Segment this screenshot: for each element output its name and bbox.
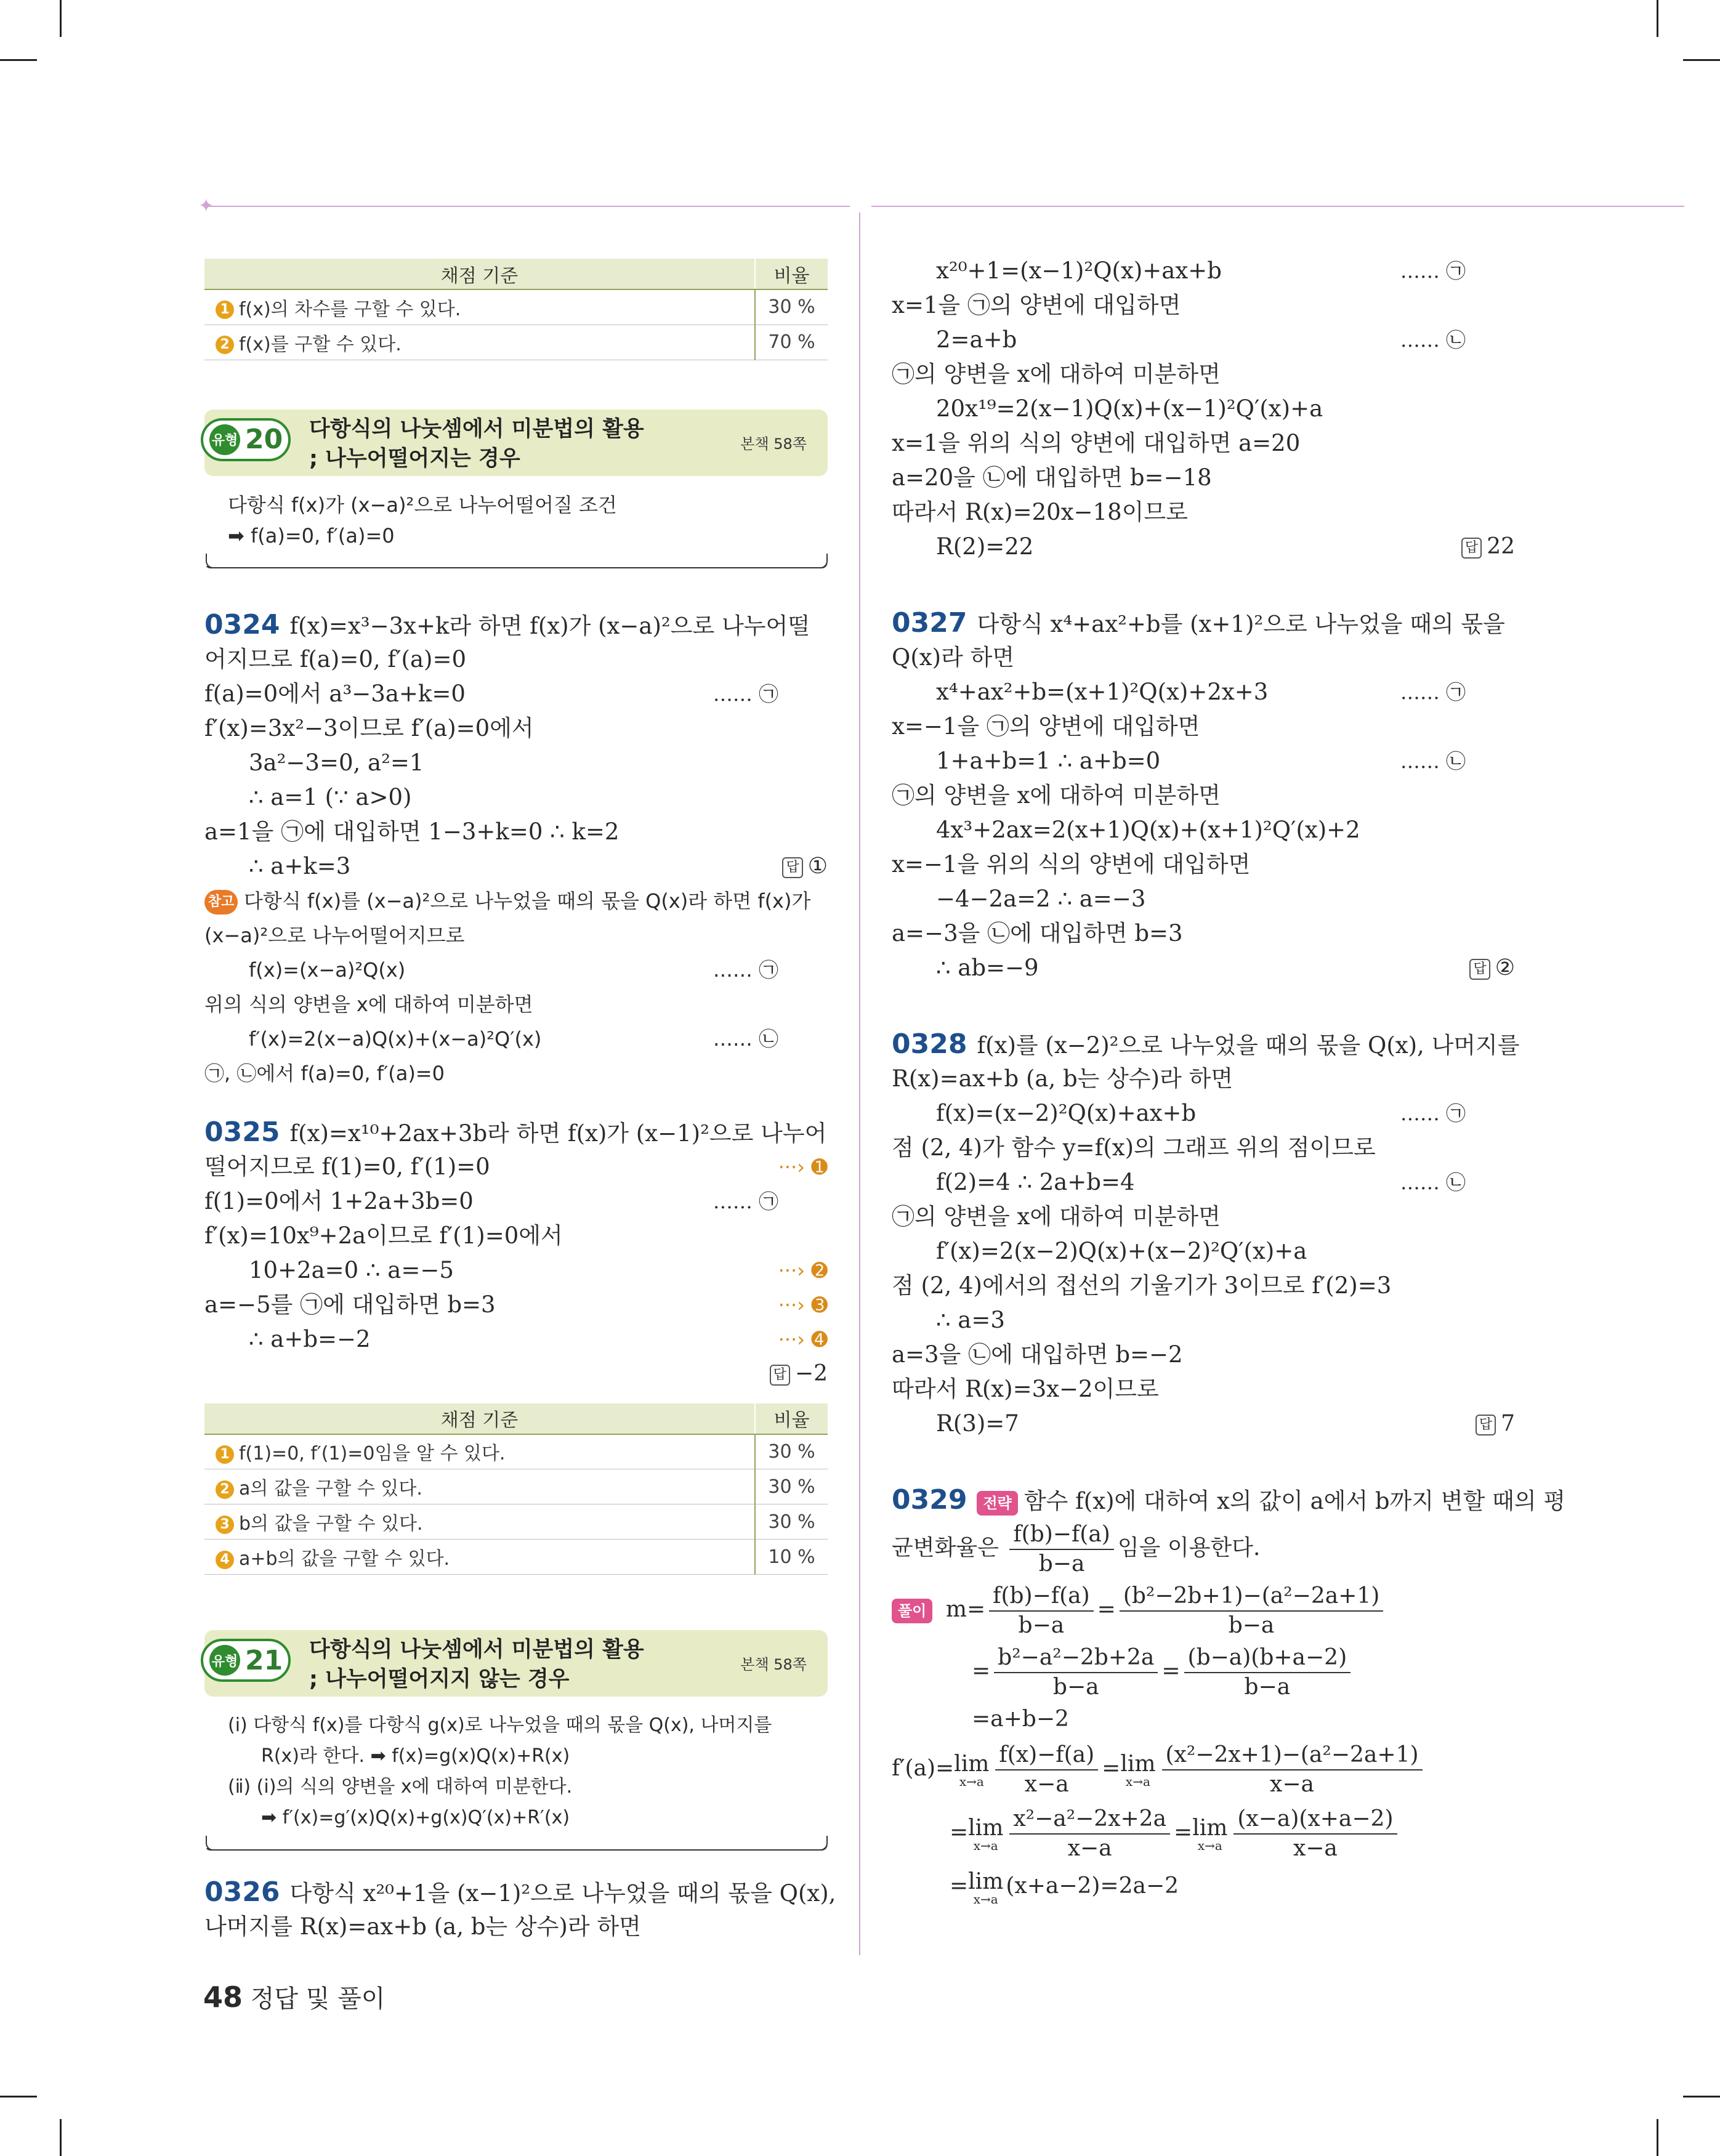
fraction-denominator: b−a bbox=[1018, 1613, 1065, 1638]
grade-criterion: a+b의 값을 구할 수 있다. bbox=[239, 1548, 450, 1570]
step-number-icon: 2 bbox=[216, 1480, 234, 1499]
type-title-line: ; 나누어떨어지는 경우 bbox=[309, 446, 520, 471]
problem-number: 0324 bbox=[204, 608, 280, 640]
type-title-line: 다항식의 나눗셈에서 미분법의 활용 bbox=[309, 416, 644, 442]
step-arrow-icon: ···› bbox=[778, 1293, 805, 1317]
solution-line: ∴ a=3 bbox=[936, 1307, 1005, 1333]
fraction-numerator: f(b)−f(a) bbox=[1009, 1520, 1114, 1550]
grade-header-ratio: 비율 bbox=[755, 1403, 828, 1434]
right-column bbox=[892, 254, 1566, 1908]
limit-subscript: x→a bbox=[959, 1774, 984, 1789]
fraction bbox=[1120, 1582, 1384, 1640]
solution-line: ∴ a+b=−2 bbox=[249, 1325, 371, 1352]
solution-line: ∴ a+k=3 bbox=[249, 852, 351, 879]
step-number-icon: ➊ bbox=[811, 1155, 828, 1179]
grade-criterion: f(x)를 구할 수 있다. bbox=[239, 333, 402, 355]
solution-line: f(a)=0에서 a³−3a+k=0 bbox=[204, 680, 466, 707]
problem-0325 bbox=[204, 1115, 828, 1391]
limit-symbol bbox=[954, 1753, 989, 1787]
type-desc-line: (ⅱ) (ⅰ)의 식의 양변을 x에 대하여 미분한다. bbox=[228, 1776, 573, 1798]
fraction-numerator: (x−a)(x+a−2) bbox=[1233, 1805, 1397, 1835]
grade-criterion: b의 값을 구할 수 있다. bbox=[239, 1513, 423, 1535]
step-number-icon: ➋ bbox=[811, 1258, 828, 1282]
solution-line: f(1)=0에서 1+2a+3b=0 bbox=[204, 1187, 474, 1214]
solution-tag: 풀이 bbox=[892, 1599, 932, 1623]
grade-criterion: f(x)의 차수를 구할 수 있다. bbox=[239, 298, 461, 320]
page-footer bbox=[203, 1979, 385, 2014]
type-number: 20 bbox=[245, 424, 283, 455]
solution-line: x⁴+ax²+b=(x+1)²Q(x)+2x+3 bbox=[936, 679, 1269, 705]
fraction bbox=[1009, 1805, 1170, 1863]
solution-line: 3a²−3=0, a²=1 bbox=[249, 749, 424, 776]
type-badge bbox=[201, 418, 291, 461]
answer-icon: 답 bbox=[1469, 959, 1490, 980]
m-label: m= bbox=[945, 1597, 986, 1622]
answer bbox=[1476, 1407, 1515, 1441]
problem-line: 나머지를 R(x)=ax+b (a, b는 상수)라 하면 bbox=[204, 1913, 641, 1940]
fraction-denominator: b−a bbox=[1038, 1551, 1085, 1577]
solution-line: R(3)=7 bbox=[936, 1410, 1019, 1437]
step-number-icon: 2 bbox=[216, 336, 234, 354]
step-marker bbox=[778, 1288, 828, 1322]
problem-line: 다항식 x²⁰+1을 (x−1)²으로 나누었을 때의 몫을 Q(x), bbox=[289, 1880, 836, 1907]
top-rule bbox=[203, 206, 850, 207]
limit-symbol bbox=[968, 1870, 1003, 1905]
grade-header-ratio: 비율 bbox=[755, 259, 828, 289]
solution-line: Q(x)라 하면 bbox=[892, 644, 1015, 671]
solution-line: a=1을 ㉠에 대입하면 1−3+k=0 ∴ k=2 bbox=[204, 818, 620, 845]
fraction-denominator: b−a bbox=[1052, 1674, 1099, 1700]
fraction bbox=[989, 1582, 1094, 1640]
fraction-numerator: (b²−2b+1)−(a²−2a+1) bbox=[1120, 1582, 1384, 1612]
solution-line: ∴ a=1 (∵ a>0) bbox=[249, 783, 412, 810]
problem-0326 bbox=[204, 1875, 836, 1944]
step-marker bbox=[778, 1150, 828, 1184]
solution-line: 4x³+2ax=2(x+1)Q(x)+(x+1)²Q′(x)+2 bbox=[936, 817, 1360, 843]
solution-f-line-2: =lim x→a $\frac{\text{x²−a²−2x+2a}}{x-a}$ =lim x→a $\frac{(x-a)(x+a-2)}{x-a}$ bbox=[892, 1801, 1515, 1865]
limit-symbol bbox=[1192, 1817, 1227, 1851]
solution-line: f′(x)=2(x−2)Q(x)+(x−2)²Q′(x)+a bbox=[936, 1238, 1307, 1264]
step-arrow-icon: ···› bbox=[778, 1258, 805, 1282]
crop-mark bbox=[0, 59, 37, 61]
strategy-line: 함수 f(x)에 대하여 x의 값이 a에서 b까지 변할 때의 평 bbox=[1024, 1488, 1566, 1514]
solution-line: ㉠의 양변을 x에 대하여 미분하면 bbox=[892, 782, 1221, 809]
type-title-line: ; 나누어떨어지지 않는 경우 bbox=[309, 1667, 570, 1692]
grade-table-2 bbox=[204, 1403, 828, 1575]
answer-icon: 답 bbox=[1476, 1415, 1496, 1435]
fraction bbox=[995, 1741, 1098, 1799]
step-number-icon: ➍ bbox=[811, 1327, 828, 1351]
grade-criterion: f(1)=0, f′(1)=0임을 알 수 있다. bbox=[239, 1443, 506, 1465]
table-row bbox=[204, 325, 828, 360]
bracket-line bbox=[206, 1836, 828, 1851]
crop-mark bbox=[1657, 0, 1658, 37]
answer bbox=[782, 849, 828, 884]
note-line: f′(x)=2(x−a)Q(x)+(x−a)²Q′(x) bbox=[249, 1027, 542, 1051]
answer-value: ② bbox=[1495, 955, 1515, 980]
footer-label: 정답 및 풀이 bbox=[250, 1985, 386, 2013]
equation-marker: …… ㉡ bbox=[1400, 1171, 1466, 1194]
type-20-header bbox=[204, 410, 828, 476]
type-title bbox=[309, 1635, 644, 1694]
solution-line: 2=a+b bbox=[936, 326, 1017, 353]
star-icon: ✦ bbox=[198, 195, 214, 217]
fprime-label: f′(a)= bbox=[892, 1756, 955, 1781]
crop-mark bbox=[60, 0, 62, 37]
fraction-denominator: x−a bbox=[1024, 1772, 1069, 1797]
strategy-text: 균변화율은 bbox=[892, 1535, 999, 1560]
solution-m-line-1: 풀이 m= $\frac{f(b)-f(a)}{b-a}$ = $\frac{\text{(b²−2b+1)−(a²−2a+1)}}{b-a}$ bbox=[892, 1579, 1515, 1641]
answer-value: 7 bbox=[1501, 1411, 1515, 1436]
bracket-line bbox=[206, 554, 828, 568]
fraction-numerator: f(x)−f(a) bbox=[995, 1741, 1098, 1770]
grade-table-1 bbox=[204, 259, 828, 360]
solution-line: ㉠의 양변을 x에 대하여 미분하면 bbox=[892, 1203, 1221, 1230]
solution-line: a=20을 ㉡에 대입하면 b=−18 bbox=[892, 464, 1212, 491]
type-description bbox=[204, 1697, 828, 1851]
table-row bbox=[204, 289, 828, 325]
solution-line: 다항식 x⁴+ax²+b를 (x+1)²으로 나누었을 때의 몫을 bbox=[977, 611, 1505, 637]
equation-marker: …… ㉠ bbox=[713, 958, 778, 982]
solution-line: =a+b−2 bbox=[972, 1706, 1069, 1732]
limit-text: lim bbox=[968, 1869, 1004, 1894]
strategy-text: 임을 이용한다. bbox=[1117, 1535, 1261, 1560]
solution-line: 따라서 R(x)=20x−18이므로 bbox=[892, 499, 1188, 525]
problem-number: 0329 bbox=[892, 1484, 967, 1516]
type-desc-line: 다항식 f(x)가 (x−a)²으로 나누어떨어질 조건 bbox=[228, 493, 617, 517]
solution-line: x²⁰+1=(x−1)²Q(x)+ax+b bbox=[936, 257, 1222, 284]
step-number-icon: 3 bbox=[216, 1516, 234, 1534]
equation-marker: …… ㉡ bbox=[1400, 749, 1466, 773]
note-tag: 참고 bbox=[204, 890, 238, 914]
note-line: (x−a)²으로 나누어떨어지므로 bbox=[204, 923, 465, 947]
solution-line: 1+a+b=1 ∴ a+b=0 bbox=[936, 748, 1161, 774]
answer bbox=[1469, 951, 1515, 985]
grade-ratio: 30 % bbox=[755, 1434, 828, 1469]
type-reference: 본책 58쪽 bbox=[740, 435, 807, 453]
answer-icon: 답 bbox=[1461, 538, 1482, 559]
solution-line: x=−1을 위의 식의 양변에 대입하면 bbox=[892, 851, 1251, 878]
solution-line: f(x)=x³−3x+k라 하면 f(x)가 (x−a)²으로 나누어떨 bbox=[289, 612, 810, 639]
answer-value: 22 bbox=[1487, 534, 1515, 559]
crop-mark bbox=[1683, 59, 1720, 61]
solution-line: 10+2a=0 ∴ a=−5 bbox=[249, 1256, 454, 1283]
step-marker bbox=[778, 1253, 828, 1288]
note-line: ㉠, ㉡에서 f(a)=0, f′(a)=0 bbox=[204, 1061, 445, 1085]
type-desc-line: R(x)라 한다. ➡ f(x)=g(x)Q(x)+R(x) bbox=[261, 1745, 570, 1767]
type-badge-label: 유형 bbox=[209, 424, 240, 455]
fraction bbox=[1162, 1741, 1423, 1799]
solution-line: f(2)=4 ∴ 2a+b=4 bbox=[936, 1169, 1135, 1195]
grade-header-criteria: 채점 기준 bbox=[204, 259, 755, 289]
page-number: 48 bbox=[203, 1980, 243, 2014]
fraction-numerator: x²−a²−2x+2a bbox=[1009, 1805, 1170, 1835]
solution-line: f(x)=(x−2)²Q(x)+ax+b bbox=[936, 1100, 1197, 1126]
problem-number: 0326 bbox=[204, 1876, 280, 1908]
equation-marker: …… ㉠ bbox=[713, 682, 778, 706]
fraction-denominator: b−a bbox=[1244, 1674, 1291, 1700]
answer-value: ① bbox=[807, 853, 828, 879]
step-number-icon: 1 bbox=[216, 1445, 234, 1464]
left-column bbox=[204, 259, 836, 1944]
fraction bbox=[1184, 1644, 1351, 1702]
equation-marker: …… ㉡ bbox=[713, 1027, 778, 1051]
grade-ratio: 30 % bbox=[755, 1504, 828, 1540]
top-rule bbox=[871, 206, 1684, 207]
equation-marker: …… ㉠ bbox=[1400, 680, 1466, 704]
solution-line: R(2)=22 bbox=[936, 533, 1034, 560]
answer-value: −2 bbox=[794, 1360, 828, 1386]
grade-ratio: 30 % bbox=[755, 289, 828, 325]
table-row bbox=[204, 1540, 828, 1575]
problem-0328 bbox=[892, 1027, 1520, 1441]
solution-line: x=−1을 ㉠의 양변에 대입하면 bbox=[892, 713, 1200, 740]
solution-f-line-1: f′(a)=lim x→a $\frac{f(x)-f(a)}{x-a}$ =lim x→a $\frac{\text{(x²−2x+1)−(a²−2a+1)}}{x-a}$ bbox=[892, 1737, 1515, 1801]
type-description bbox=[204, 476, 828, 568]
answer-icon: 답 bbox=[782, 857, 802, 878]
strategy-line-2 bbox=[892, 1517, 1515, 1579]
solution-result: (x+a−2)=2a−2 bbox=[1006, 1873, 1179, 1899]
problem-0329 bbox=[892, 1483, 1566, 1908]
solution-line: −4−2a=2 ∴ a=−3 bbox=[936, 886, 1146, 912]
table-row bbox=[204, 1434, 828, 1469]
limit-text: lim bbox=[1120, 1751, 1156, 1777]
solution-line: 떨어지므로 f(1)=0, f′(1)=0 bbox=[204, 1153, 490, 1180]
fraction-numerator: (x²−2x+1)−(a²−2a+1) bbox=[1162, 1741, 1423, 1770]
equation-marker: …… ㉠ bbox=[1400, 1102, 1466, 1125]
solution-line: f(x)를 (x−2)²으로 나누었을 때의 몫을 Q(x), 나머지를 bbox=[977, 1032, 1520, 1059]
type-title bbox=[309, 414, 644, 474]
fraction-denominator: x−a bbox=[1067, 1836, 1112, 1861]
answer-icon: 답 bbox=[770, 1365, 790, 1386]
step-arrow-icon: ···› bbox=[778, 1327, 805, 1351]
solution-line: ∴ ab=−9 bbox=[936, 955, 1039, 981]
limit-subscript: x→a bbox=[973, 1838, 998, 1853]
solution-line: a=3을 ㉡에 대입하면 b=−2 bbox=[892, 1341, 1183, 1368]
limit-subscript: x→a bbox=[1197, 1838, 1222, 1853]
step-number-icon: 1 bbox=[216, 301, 234, 319]
note-line: 위의 식의 양변을 x에 대하여 미분하면 bbox=[204, 992, 533, 1016]
equation-marker: …… ㉠ bbox=[713, 1189, 778, 1213]
column-divider bbox=[859, 212, 860, 1955]
type-desc-line: ➡ f′(x)=g′(x)Q(x)+g(x)Q′(x)+R′(x) bbox=[261, 1807, 570, 1828]
fraction bbox=[994, 1644, 1158, 1702]
type-title-line: 다항식의 나눗셈에서 미분법의 활용 bbox=[309, 1637, 644, 1662]
limit-symbol bbox=[968, 1817, 1003, 1851]
grade-header-criteria: 채점 기준 bbox=[204, 1403, 755, 1434]
fraction-denominator: x−a bbox=[1293, 1836, 1338, 1861]
type-desc-line: (ⅰ) 다항식 f(x)를 다항식 g(x)로 나누었을 때의 몫을 Q(x), 나머지를 bbox=[228, 1714, 772, 1736]
fraction-numerator: (b−a)(b+a−2) bbox=[1184, 1644, 1351, 1673]
note-line: f(x)=(x−a)²Q(x) bbox=[249, 958, 406, 982]
problem-0327 bbox=[892, 606, 1515, 985]
fraction-denominator: b−a bbox=[1228, 1613, 1275, 1638]
solution-line: ㉠의 양변을 x에 대하여 미분하면 bbox=[892, 361, 1221, 387]
crop-mark bbox=[1683, 2096, 1720, 2097]
limit-text: lim bbox=[1192, 1815, 1228, 1841]
solution-line: 20x¹⁹=2(x−1)Q(x)+(x−1)²Q′(x)+a bbox=[936, 395, 1323, 422]
solution-line: f′(x)=10x⁹+2a이므로 f′(1)=0에서 bbox=[204, 1222, 563, 1249]
table-row bbox=[204, 1469, 828, 1504]
crop-mark bbox=[0, 2096, 37, 2097]
grade-ratio: 30 % bbox=[755, 1469, 828, 1504]
fraction-numerator: b²−a²−2b+2a bbox=[994, 1644, 1158, 1673]
answer bbox=[770, 1357, 828, 1391]
solution-line: 점 (2, 4)에서의 접선의 기울기가 3이므로 f′(2)=3 bbox=[892, 1272, 1392, 1299]
problem-0324 bbox=[204, 608, 828, 884]
problem-number: 0325 bbox=[204, 1116, 280, 1148]
limit-text: lim bbox=[968, 1815, 1004, 1841]
limit-subscript: x→a bbox=[1125, 1774, 1150, 1789]
limit-subscript: x→a bbox=[973, 1892, 998, 1907]
answer bbox=[1461, 530, 1515, 564]
grade-ratio: 70 % bbox=[755, 325, 828, 360]
solution-f-line-3: =lim x→a (x+a−2)=2a−2 bbox=[950, 1869, 1179, 1907]
solution-line: f(x)=x¹⁰+2ax+3b라 하면 f(x)가 (x−1)²으로 나누어 bbox=[289, 1120, 827, 1147]
problem-number: 0327 bbox=[892, 607, 967, 639]
step-marker bbox=[778, 1322, 828, 1357]
grade-criterion: a의 값을 구할 수 있다. bbox=[239, 1478, 422, 1500]
solution-line: a=−5를 ㉠에 대입하면 b=3 bbox=[204, 1291, 496, 1318]
equation-marker: …… ㉡ bbox=[1400, 328, 1466, 352]
fraction-denominator: x−a bbox=[1270, 1772, 1314, 1797]
limit-text: lim bbox=[954, 1751, 990, 1777]
fraction bbox=[1009, 1520, 1114, 1578]
solution-line: f′(x)=3x²−3이므로 f′(a)=0에서 bbox=[204, 714, 534, 741]
limit-symbol bbox=[1120, 1753, 1155, 1787]
grade-ratio: 10 % bbox=[755, 1540, 828, 1575]
solution-line: x=1을 위의 식의 양변에 대입하면 a=20 bbox=[892, 430, 1301, 456]
solution-line: 어지므로 f(a)=0, f′(a)=0 bbox=[204, 645, 466, 672]
problem-0326-continued bbox=[892, 254, 1515, 564]
fraction bbox=[1233, 1805, 1397, 1863]
type-badge bbox=[201, 1639, 291, 1682]
solution-line: 따라서 R(x)=3x−2이므로 bbox=[892, 1376, 1159, 1402]
type-desc-line: ➡ f(a)=0, f′(a)=0 bbox=[228, 523, 395, 547]
solution-line: x=1을 ㉠의 양변에 대입하면 bbox=[892, 292, 1181, 318]
crop-mark bbox=[60, 2119, 62, 2156]
solution-m-line-2: = $\frac{\text{b²−a²−2b+2a}}{b-a}$ = $\frac{(b-a)(b+a-2)}{b-a}$ bbox=[892, 1641, 1515, 1702]
solution-line: R(x)=ax+b (a, b는 상수)라 하면 bbox=[892, 1065, 1233, 1092]
strategy-tag: 전략 bbox=[977, 1491, 1017, 1516]
solution-line: 점 (2, 4)가 함수 y=f(x)의 그래프 위의 점이므로 bbox=[892, 1134, 1376, 1161]
step-number-icon: 4 bbox=[216, 1551, 234, 1569]
crop-mark bbox=[1657, 2119, 1658, 2156]
step-arrow-icon: ···› bbox=[778, 1155, 805, 1179]
problem-number: 0328 bbox=[892, 1028, 967, 1060]
type-badge-label: 유형 bbox=[209, 1645, 240, 1676]
type-21-header bbox=[204, 1630, 828, 1697]
fraction-numerator: f(b)−f(a) bbox=[989, 1582, 1094, 1612]
note-line: 다항식 f(x)를 (x−a)²으로 나누었을 때의 몫을 Q(x)라 하면 f(x)가 bbox=[244, 889, 811, 913]
type-reference: 본책 58쪽 bbox=[740, 1656, 807, 1673]
equation-marker: …… ㉠ bbox=[1400, 259, 1466, 283]
note-box bbox=[204, 884, 828, 1091]
solution-line: a=−3을 ㉡에 대입하면 b=3 bbox=[892, 920, 1183, 947]
table-row bbox=[204, 1504, 828, 1540]
type-number: 21 bbox=[245, 1644, 283, 1676]
step-number-icon: ➌ bbox=[811, 1293, 828, 1317]
